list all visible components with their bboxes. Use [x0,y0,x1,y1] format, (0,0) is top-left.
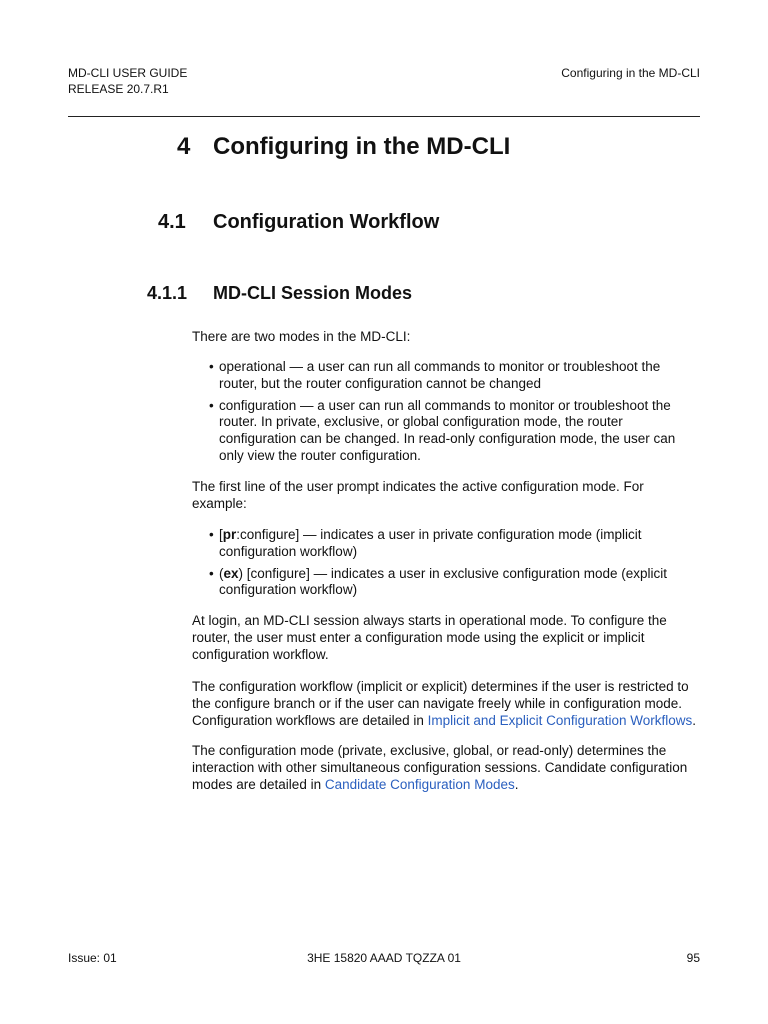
mode-paragraph: The configuration mode (private, exclusive, global, or read-only) determines the interaction with other simultaneous configuration sessions. Candidate configuration modes are detailed in Candidate Configuration Modes. [192,743,688,792]
bullet-icon: • [209,565,214,581]
workflows-link[interactable]: Implicit and Explicit Configuration Workflows [427,712,693,728]
intro-paragraph [192,329,702,346]
login-paragraph [192,613,702,663]
subsection-heading [147,281,412,305]
list-item: • configuration — a user can run all commands to monitor or troubleshoot the router. In private, exclusive, or global configuration mode, the router configuration can be changed. In read-only configuration mode, the user can only view the router configuration. [209,397,676,463]
chapter-heading [177,131,510,163]
bullet-icon: • [209,527,214,542]
header-divider [68,116,700,117]
page-number: 95 [686,951,700,965]
subsection-number: 4.1.1 [147,283,188,303]
section-title: Configuration Workflow [213,211,440,233]
guide-title: MD-CLI USER GUIDE [68,66,188,80]
prompt-examples-list [192,527,702,599]
login-text: At login, an MD-CLI session always starts in operational mode. To configure the router, the user must enter a configuration mode using the explicit or implicit configuration workflow. [192,613,667,662]
modes-list [192,359,702,465]
modes-list-wrapper [192,359,702,470]
prompt-list-wrapper [192,527,702,604]
footer-doc-number: 3HE 15820 AAAD TQZZA 01 [307,951,461,965]
section-number: 4.1 [158,211,186,233]
prompt-code-bold: ex [223,565,239,581]
list-item: • [pr:configure] — indicates a user in private configuration mode (implicit configuration workflow) [209,527,642,559]
prompt-code-bold: pr [222,527,237,542]
subsection-title: MD-CLI Session Modes [213,283,413,303]
running-header-right: Configuring in the MD-CLI [561,66,700,80]
chapter-title: Configuring in the MD-CLI [213,133,511,160]
footer-issue: Issue: 01 [68,951,117,965]
chapter-number: 4 [177,133,191,160]
release-label: RELEASE 20.7.R1 [68,82,169,96]
bullet-icon: • [209,397,214,413]
bullet-icon: • [209,359,214,374]
prompt-intro-paragraph [192,479,702,513]
intro-text: There are two modes in the MD-CLI: [192,329,411,344]
running-header-left [68,65,187,97]
list-item: • (ex) [configure] — indicates a user in exclusive configuration mode (explicit configuration workflow) [209,565,667,598]
workflow-paragraph: The configuration workflow (implicit or explicit) determines if the user is restricted to the configure branch or if the user can navigate freely while in configuration mode. Configuration workflows are detailed in Implicit and Explicit Configuration Workflows. [192,679,696,728]
prompt-intro-text: The first line of the user prompt indicates the active configuration mode. For example: [192,479,644,511]
candidate-modes-link[interactable]: Candidate Configuration Modes [324,776,515,792]
list-item: • operational — a user can run all commands to monitor or troubleshoot the router, but the router configuration cannot be changed [209,359,661,391]
section-heading [158,208,439,236]
